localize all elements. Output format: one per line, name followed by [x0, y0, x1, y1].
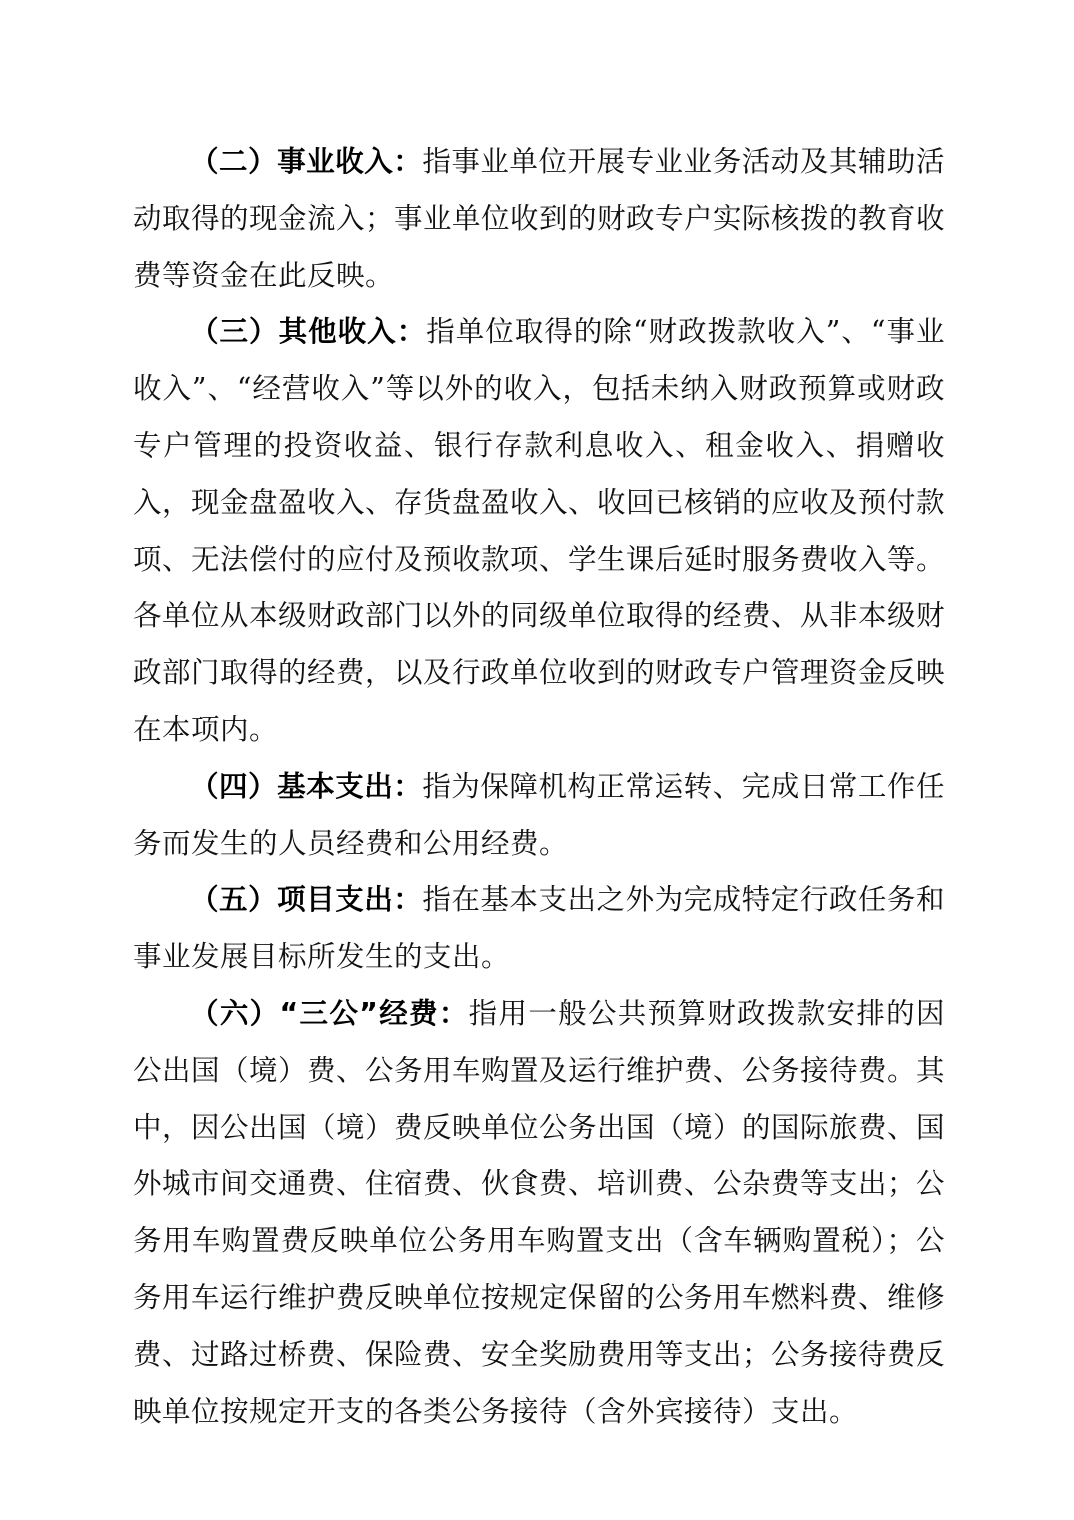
paragraph-basic-expenditure [133, 759, 945, 873]
paragraph-project-expenditure [133, 872, 945, 986]
paragraph-other-income [133, 304, 945, 758]
paragraph-heading: （六）“三公”经费： [190, 996, 469, 1030]
paragraph-three-public-expenses [133, 986, 945, 1440]
paragraph-business-income [133, 134, 945, 304]
paragraph-text: 指事业单位开展专业业务活动及其辅助活动取得的现金流入；事业单位收到的财政专户实际核拨的教育收费等资金在此反映。 [133, 145, 946, 292]
paragraph-text: 指用一般公共预算财政拨款安排的因公出国（境）费、公务用车购置及运行维护费、公务接待费。其中，因公出国（境）费反映单位公务出国（境）的国际旅费、国外城市间交通费、住宿费、伙食费、培训费、公杂费等支出；公务用车购置费反映单位公务用车购置支出（含车辆购置税）；公务用车运行维护费反映单位按规定保留的公务用车燃料费、维修费、过路过桥费、保险费、安全奖励费用等支出；公务接待费反映单位按规定开支的各类公务接待（含外宾接待）支出。 [133, 996, 946, 1428]
paragraph-heading: （三）其他收入： [190, 315, 427, 349]
paragraph-heading: （二）事业收入： [190, 145, 423, 178]
paragraph-heading: （五）项目支出： [190, 883, 423, 917]
paragraph-heading: （四）基本支出： [190, 769, 423, 803]
paragraph-text: 指在基本支出之外为完成特定行政任务和事业发展目标所发生的支出。 [133, 883, 945, 974]
paragraph-text: 指为保障机构正常运转、完成日常工作任务而发生的人员经费和公用经费。 [133, 769, 945, 860]
document-body [133, 134, 945, 1440]
paragraph-text: 指单位取得的除“财政拨款收入”、“事业收入”、“经营收入”等以外的收入，包括未纳入财政预算或财政专户管理的投资收益、银行存款利息收入、租金收入、捐赠收入，现金盘盈收入、存货盘盈收入、收回已核销的应收及预付款项、无法偿付的应付及预收款项、学生课后延时服务费收入等。各单位从本级财政部门以外的同级单位取得的经费、从非本级财政部门取得的经费，以及行政单位收到的财政专户管理资金反映在本项内。 [133, 315, 946, 746]
